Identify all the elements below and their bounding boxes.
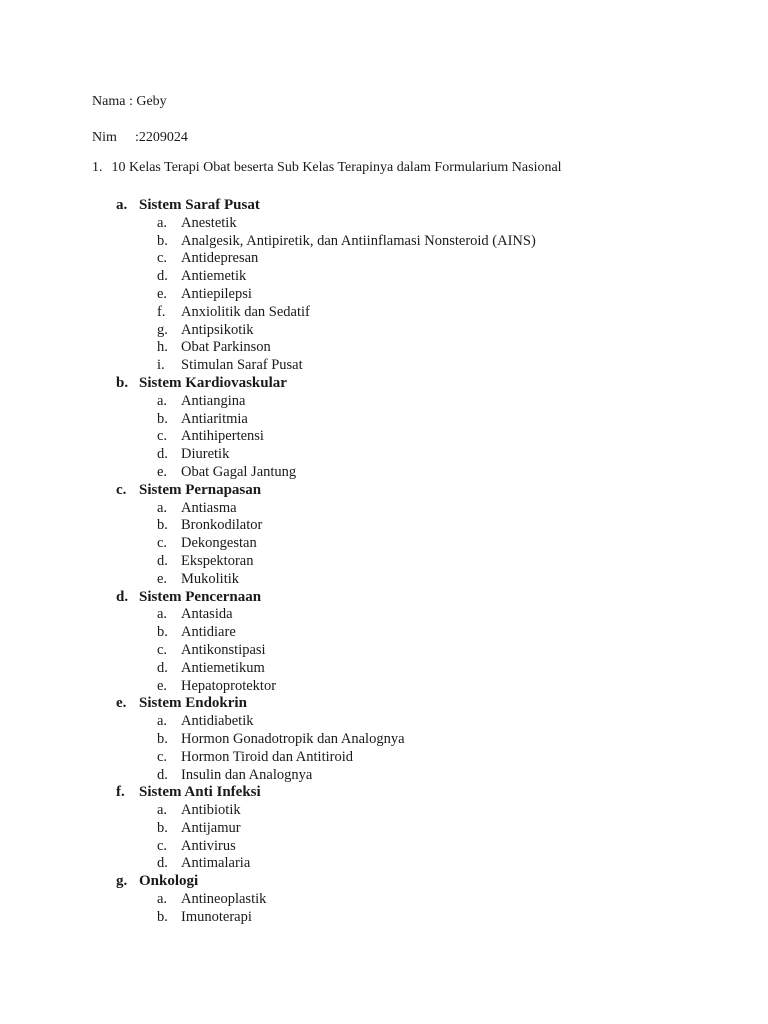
subclass-text: Antiemetik [181, 268, 247, 285]
subclass-text: Antiepilepsi [181, 285, 252, 302]
section-title: Sistem Pencernaan [139, 588, 262, 605]
subclass-text: Hepatoprotektor [181, 677, 277, 694]
subclass-item [116, 446, 756, 464]
subclass-text: Obat Parkinson [181, 339, 271, 356]
subclass-item [116, 767, 756, 785]
subclass-list [116, 393, 756, 482]
subclass-item [116, 517, 756, 535]
subclass-text: Insulin dan Analognya [181, 766, 313, 783]
section-heading [116, 873, 756, 891]
subclass-text: Bronkodilator [181, 517, 263, 534]
section-marker: b. [116, 374, 129, 391]
section-title: Sistem Endokrin [139, 695, 247, 712]
question-text: 10 Kelas Terapi Obat beserta Sub Kelas Terapinya dalam Formularium Nasional [111, 160, 562, 175]
section-heading [116, 784, 756, 802]
subclass-text: Antiangina [181, 392, 246, 409]
therapy-class-section [116, 375, 756, 482]
name-line [92, 93, 167, 110]
question-heading [92, 159, 562, 176]
section-marker: c. [116, 481, 127, 498]
section-marker: a. [116, 197, 128, 213]
subclass-item [116, 411, 756, 429]
subclass-item [116, 535, 756, 553]
subclass-item [116, 855, 756, 873]
subclass-marker: b. [157, 517, 168, 534]
name-label: Nama [92, 94, 126, 109]
subclass-text: Antineoplastik [181, 891, 267, 908]
subclass-marker: d. [157, 855, 168, 872]
subclass-marker: c. [157, 641, 168, 658]
subclass-text: Antibiotik [181, 802, 241, 819]
subclass-text: Antidiare [181, 624, 236, 641]
section-marker: f. [116, 784, 125, 801]
subclass-text: Antijamur [181, 819, 241, 836]
therapy-class-section [116, 784, 756, 873]
subclass-item [116, 731, 756, 749]
subclass-text: Imunoterapi [181, 908, 252, 925]
subclass-item [116, 464, 756, 482]
subclass-item [116, 268, 756, 286]
subclass-marker: a. [157, 499, 168, 516]
subclass-item [116, 233, 756, 251]
subclass-marker: e. [157, 570, 168, 587]
subclass-item [116, 393, 756, 411]
subclass-item [116, 357, 756, 375]
subclass-item [116, 838, 756, 856]
section-title: Sistem Anti Infeksi [139, 784, 261, 801]
subclass-item [116, 339, 756, 357]
subclass-text: Antiaritmia [181, 410, 248, 427]
subclass-marker: i. [157, 357, 165, 374]
subclass-marker: d. [157, 766, 168, 783]
subclass-item [116, 749, 756, 767]
subclass-item [116, 678, 756, 696]
subclass-marker: d. [157, 659, 168, 676]
subclass-item [116, 624, 756, 642]
subclass-text: Analgesik, Antipiretik, dan Antiinflamasi Nonsteroid (AINS) [181, 232, 536, 249]
nim-label: Nim [92, 130, 117, 145]
subclass-marker: c. [157, 428, 168, 445]
subclass-text: Anestetik [181, 214, 237, 231]
subclass-marker: f. [157, 303, 166, 320]
subclass-item [116, 606, 756, 624]
subclass-text: Antidepresan [181, 250, 259, 267]
subclass-item [116, 642, 756, 660]
subclass-item [116, 428, 756, 446]
subclass-marker: a. [157, 214, 168, 231]
subclass-item [116, 820, 756, 838]
subclass-marker: b. [157, 232, 168, 249]
subclass-marker: b. [157, 908, 168, 925]
section-title: Sistem Pernapasan [139, 481, 262, 498]
subclass-item [116, 713, 756, 731]
section-heading [116, 695, 756, 713]
subclass-text: Antihipertensi [181, 428, 264, 445]
subclass-item [116, 909, 756, 927]
subclass-marker: b. [157, 819, 168, 836]
subclass-text: Antipsikotik [181, 321, 254, 338]
subclass-list [116, 713, 756, 784]
subclass-text: Antikonstipasi [181, 641, 266, 658]
question-number: 1. [92, 160, 103, 175]
subclass-text: Ekspektoran [181, 552, 254, 569]
nim-value: :2209024 [135, 130, 188, 145]
subclass-marker: a. [157, 392, 168, 409]
therapy-class-section [116, 197, 756, 375]
subclass-text: Antasida [181, 606, 233, 623]
subclass-text: Diuretik [181, 446, 230, 463]
subclass-marker: a. [157, 891, 168, 908]
subclass-item [116, 660, 756, 678]
subclass-text: Anxiolitik dan Sedatif [181, 303, 310, 320]
subclass-marker: e. [157, 677, 168, 694]
subclass-marker: a. [157, 802, 168, 819]
subclass-item [116, 802, 756, 820]
subclass-marker: a. [157, 713, 168, 730]
section-title: Onkologi [139, 873, 199, 890]
section-title: Sistem Saraf Pusat [139, 197, 260, 213]
subclass-text: Dekongestan [181, 535, 257, 552]
subclass-marker: d. [157, 552, 168, 569]
subclass-list [116, 891, 756, 927]
subclass-text: Stimulan Saraf Pusat [181, 357, 303, 374]
subclass-marker: h. [157, 339, 168, 356]
subclass-item [116, 553, 756, 571]
section-marker: e. [116, 695, 127, 712]
subclass-marker: c. [157, 748, 168, 765]
subclass-marker: c. [157, 535, 168, 552]
therapy-class-list [116, 197, 756, 927]
section-heading [116, 197, 756, 215]
subclass-item [116, 500, 756, 518]
subclass-text: Antivirus [181, 837, 236, 854]
subclass-item [116, 304, 756, 322]
section-marker: g. [116, 873, 128, 890]
subclass-marker: e. [157, 285, 168, 302]
section-title: Sistem Kardiovaskular [139, 374, 287, 391]
subclass-marker: d. [157, 446, 168, 463]
subclass-marker: d. [157, 268, 168, 285]
section-marker: d. [116, 588, 129, 605]
subclass-marker: b. [157, 410, 168, 427]
subclass-item [116, 215, 756, 233]
therapy-class-section [116, 482, 756, 589]
subclass-marker: a. [157, 606, 168, 623]
subclass-marker: c. [157, 250, 168, 267]
section-heading [116, 375, 756, 393]
subclass-text: Obat Gagal Jantung [181, 463, 297, 480]
subclass-text: Antidiabetik [181, 713, 254, 730]
subclass-marker: e. [157, 463, 168, 480]
subclass-list [116, 215, 756, 375]
name-value: : Geby [128, 94, 167, 109]
subclass-item [116, 250, 756, 268]
subclass-text: Antimalaria [181, 855, 251, 872]
therapy-class-section [116, 873, 756, 926]
subclass-marker: b. [157, 624, 168, 641]
subclass-text: Antiasma [181, 499, 237, 516]
therapy-class-section [116, 589, 756, 696]
subclass-list [116, 802, 756, 873]
subclass-text: Hormon Gonadotropik dan Analognya [181, 730, 405, 747]
section-heading [116, 589, 756, 607]
subclass-item [116, 571, 756, 589]
subclass-marker: c. [157, 837, 168, 854]
subclass-marker: b. [157, 730, 168, 747]
subclass-text: Mukolitik [181, 570, 240, 587]
subclass-marker: g. [157, 321, 168, 338]
subclass-text: Hormon Tiroid dan Antitiroid [181, 748, 354, 765]
nim-line [92, 129, 188, 146]
subclass-text: Antiemetikum [181, 659, 265, 676]
subclass-item [116, 286, 756, 304]
subclass-list [116, 606, 756, 695]
therapy-class-section [116, 695, 756, 784]
subclass-item [116, 891, 756, 909]
section-heading [116, 482, 756, 500]
subclass-list [116, 500, 756, 589]
subclass-item [116, 322, 756, 340]
